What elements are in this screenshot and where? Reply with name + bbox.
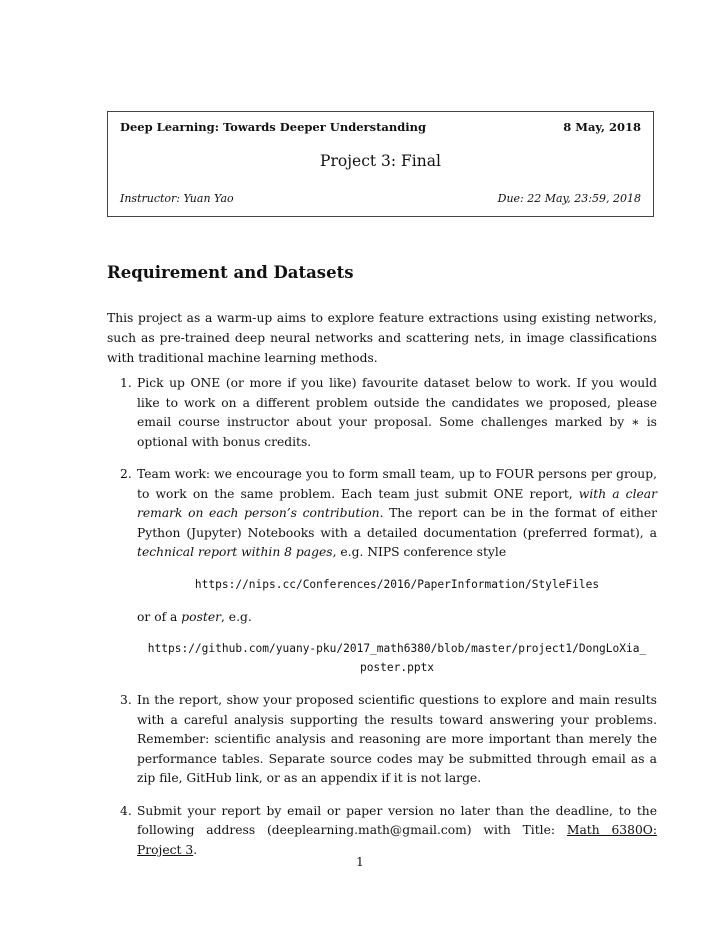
header-date: 8 May, 2018 bbox=[563, 120, 641, 134]
list-item-text bbox=[137, 804, 657, 857]
list-item-text: Pick up ONE (or more if you like) favourite dataset below to work. If you would like to work on a different problem outside the candidates we proposed, please email course instructor about your proposal. Some challenges marked by ∗ is optional with bonus credits. bbox=[137, 376, 657, 449]
emphasis-text: poster bbox=[181, 609, 221, 624]
poster-line bbox=[137, 608, 657, 628]
section-title: Requirement and Datasets bbox=[107, 263, 354, 282]
project-title: Project 3: Final bbox=[320, 152, 441, 170]
emphasis-text: technical report within 8 pages bbox=[137, 545, 333, 559]
instructor-label: Instructor: Yuan Yao bbox=[120, 192, 234, 205]
text-segment: Submit your report by email or paper version no later than the deadline, to the following address (deeplearning.math@gmail.com) with Title: bbox=[137, 803, 657, 837]
list-number: 2. bbox=[120, 467, 132, 481]
text-segment: Team work: we encourage you to form small team, up to FOUR persons per group, to work on the same problem. Each team just submit ONE report, bbox=[137, 467, 657, 501]
list-number: 1. bbox=[120, 376, 132, 390]
text-segment: or of a bbox=[137, 609, 182, 624]
list-number: 3. bbox=[120, 693, 132, 707]
url-line: poster.pptx bbox=[359, 661, 435, 674]
url-line: https://github.com/yuany-pku/2017_math6380/blob/master/project1/DongLoXia_ bbox=[147, 642, 647, 655]
text-segment: , e.g. bbox=[220, 609, 252, 624]
page-number: 1 bbox=[356, 855, 364, 869]
list-item-4 bbox=[107, 802, 657, 861]
due-date: Due: 22 May, 23:59, 2018 bbox=[497, 192, 641, 205]
emphasis-text: with a clear remark on each person’s contribution bbox=[137, 486, 657, 520]
requirements-list bbox=[107, 374, 657, 873]
course-title: Deep Learning: Towards Deeper Understanding bbox=[120, 120, 427, 134]
text-segment: , e.g. NIPS conference style bbox=[332, 545, 507, 559]
text-segment: . bbox=[193, 842, 198, 857]
text-segment: . The report can be in the format of either Python (Jupyter) Notebooks with a detailed documentation (preferred format), a bbox=[137, 506, 657, 540]
list-item-text: In the report, show your proposed scientific questions to explore and main results with a careful analysis supporting the results toward answering your problems. Remember: scientific analysis and reasoning are more important than merely the performance tables. Separate source codes may be submitted through email as a zip file, GitHub link, or as an appendix if it is not large. bbox=[137, 693, 657, 785]
list-item-2 bbox=[107, 465, 657, 677]
nips-url[interactable]: https://nips.cc/Conferences/2016/PaperInformation/StyleFiles bbox=[194, 577, 600, 591]
github-url[interactable] bbox=[137, 639, 657, 677]
intro-paragraph: This project as a warm-up aims to explore feature extractions using existing networks, such as pre-trained deep neural networks and scattering nets, in image classifications with traditional machine learning methods. bbox=[107, 311, 657, 365]
list-number: 4. bbox=[120, 803, 132, 818]
header-box bbox=[107, 111, 654, 217]
list-item-3 bbox=[107, 691, 657, 789]
list-item-text bbox=[137, 465, 657, 563]
email-title: Math 6380O: Project 3 bbox=[137, 823, 657, 857]
list-item-1 bbox=[107, 374, 657, 452]
